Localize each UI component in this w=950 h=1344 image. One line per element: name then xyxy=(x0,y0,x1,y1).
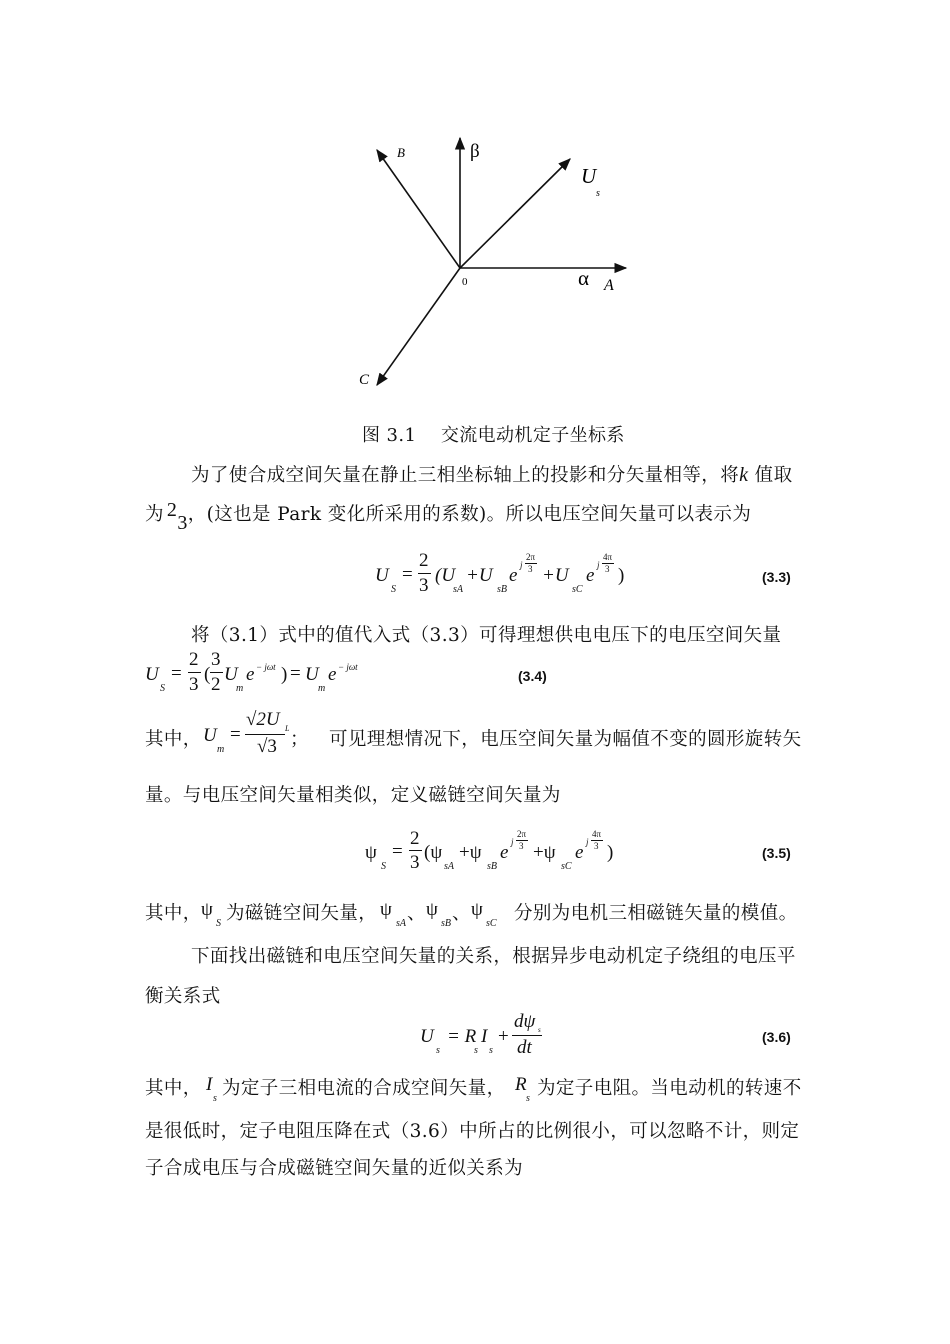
eq36-number: (3.6) xyxy=(762,1029,791,1045)
eq35-den: 3 xyxy=(410,852,420,873)
para3-tail: 可见理想情况下，电压空间矢量为幅值不变的圆形旋转矢 xyxy=(329,729,802,750)
para5-line1: 下面找出磁链和电压空间矢量的关系，根据异步电动机定子绕组的电压平 xyxy=(191,946,796,967)
eq33-p1d: 3 xyxy=(528,564,533,574)
eq34-den: 3 xyxy=(189,674,199,695)
para4-S: S xyxy=(216,918,221,929)
eq33-U: U xyxy=(375,565,389,586)
para4-psiB: ψ xyxy=(426,899,438,920)
eq34-exp: − jωt xyxy=(256,662,276,672)
k-symbol: k xyxy=(739,464,749,486)
para4-sA: sA xyxy=(396,918,406,929)
para3-semi: ； xyxy=(290,729,309,750)
para6-mid: 为定子三相电流的合成空间矢量， xyxy=(222,1078,506,1099)
para4-pre: 其中， xyxy=(145,903,202,924)
para6-I: I xyxy=(206,1074,213,1095)
para6-line2: 是很低时，定子电阻压降在式（3.6）中所占的比例很小，可以忽略不计，则定 xyxy=(145,1121,800,1142)
eq36-s: s xyxy=(436,1045,440,1056)
eq35-sB: sB xyxy=(487,861,497,872)
para6-pre: 其中， xyxy=(145,1078,202,1099)
eq34-eq: = xyxy=(171,663,182,684)
eq34-eq2: = xyxy=(290,663,301,684)
eq34-lp: ( xyxy=(204,664,211,685)
para3-numsub: L xyxy=(285,724,290,733)
eq35-lp: (ψ xyxy=(424,842,443,863)
para4-sep1: 、 xyxy=(407,903,426,924)
us-label: U xyxy=(581,164,597,188)
eq33-plus1: +U xyxy=(466,565,493,586)
eq33-p1n: 2π xyxy=(526,552,536,562)
eq34-bar2 xyxy=(210,672,223,673)
eq33-e2: e xyxy=(586,565,595,586)
eq35-e2: e xyxy=(575,842,584,863)
eq33-j1: j xyxy=(520,560,523,570)
eq35-p1d: 3 xyxy=(519,841,524,851)
eq33-rp: ) xyxy=(618,565,625,586)
para4-psi: ψ xyxy=(201,899,213,920)
eq35-sC: sC xyxy=(561,861,572,872)
eq33-eq: = xyxy=(402,564,413,585)
alpha-label: α xyxy=(578,266,590,290)
para5-line2: 衡关系式 xyxy=(145,986,221,1007)
para3-pre: 其中， xyxy=(145,729,202,750)
eq36-s2: s xyxy=(474,1045,478,1056)
para3-bar xyxy=(245,734,285,735)
para4-sep2: 、 xyxy=(452,903,471,924)
eq36-num: dψ xyxy=(514,1011,536,1032)
stator-coordinate-diagram xyxy=(0,0,950,420)
eq34-m2: m xyxy=(318,683,326,694)
eq35-num: 2 xyxy=(410,828,420,849)
eq35-psi: ψ xyxy=(365,842,377,863)
eq35-j2: j xyxy=(586,837,589,847)
eq33-den: 3 xyxy=(419,575,429,596)
para3-den: √3 xyxy=(257,736,277,757)
eq34-Um2: U xyxy=(305,664,319,685)
eq33-e1: e xyxy=(509,565,518,586)
para3-Um: U xyxy=(203,725,217,746)
eq34-m: m xyxy=(236,683,244,694)
eq36-s3: s xyxy=(489,1045,493,1056)
para1-text-b: 值取 xyxy=(748,465,793,486)
eq36-U: U xyxy=(420,1026,434,1047)
eq35-S: S xyxy=(381,861,386,872)
fraction-two: 2 xyxy=(166,499,178,521)
eq34-S: S xyxy=(160,683,165,694)
eq33-p2n: 4π xyxy=(603,552,613,562)
eq35-p2d: 3 xyxy=(594,841,599,851)
b-label: B xyxy=(397,145,405,160)
figure-caption: 图 3.1 交流电动机定子坐标系 xyxy=(362,425,625,446)
para3-line2: 量。与电压空间矢量相类似，定义磁链空间矢量为 xyxy=(145,785,561,806)
eq34-e: e xyxy=(246,664,255,685)
para4-sC: sC xyxy=(486,918,497,929)
eq35-rp: ) xyxy=(607,842,614,863)
para4-psiA: ψ xyxy=(380,899,392,920)
eq33-plus2: +U xyxy=(542,565,569,586)
para6-R: R xyxy=(515,1074,527,1095)
para6-line3: 子合成电压与合成磁链空间矢量的近似关系为 xyxy=(145,1158,524,1179)
us-sub-label: s xyxy=(596,188,600,199)
para6-s: s xyxy=(213,1093,217,1104)
para4-psiC: ψ xyxy=(471,899,483,920)
eq34-Um: U xyxy=(224,664,238,685)
eq35-j1: j xyxy=(511,837,514,847)
eq33-number: (3.3) xyxy=(762,569,791,585)
equation-3-6 xyxy=(0,1012,950,1062)
eq34-U: U xyxy=(145,664,159,685)
para4-line xyxy=(0,890,950,930)
us-vector xyxy=(460,159,570,268)
eq36-bar xyxy=(512,1035,542,1036)
equation-3-3 xyxy=(0,550,950,600)
eq36-den: dt xyxy=(517,1037,532,1058)
eq33-j2: j xyxy=(597,560,600,570)
eq34-den2: 2 xyxy=(211,674,221,695)
eq36-plus: + xyxy=(498,1026,509,1047)
para6-line1 xyxy=(0,1066,950,1106)
eq36-eq: = R xyxy=(447,1026,477,1047)
beta-label: β xyxy=(470,141,480,162)
eq35-plus2: +ψ xyxy=(533,842,556,863)
para3-eq: = xyxy=(230,724,241,745)
c-axis xyxy=(377,268,460,385)
eq33-sB: sB xyxy=(497,584,507,595)
para1-text-a: 为了使合成空间矢量在静止三相坐标轴上的投影和分矢量相等，将 xyxy=(191,465,740,486)
eq34-num2: 3 xyxy=(211,649,221,670)
eq33-sC: sC xyxy=(572,584,583,595)
para6-s2: s xyxy=(526,1093,530,1104)
eq33-S: S xyxy=(391,584,396,595)
para4-tail: 分别为电机三相磁链矢量的模值。 xyxy=(514,903,798,924)
eq35-eq: = xyxy=(392,841,403,862)
eq34-number: (3.4) xyxy=(518,668,547,684)
eq34-exp2: − jωt xyxy=(338,662,358,672)
equation-3-4 xyxy=(0,648,950,703)
para2-line: 将（3.1）式中的值代入式（3.3）可得理想供电电压下的电压空间矢量 xyxy=(191,625,782,646)
eq33-p2d: 3 xyxy=(605,564,610,574)
eq35-plus1: +ψ xyxy=(459,842,482,863)
origin-label: 0 xyxy=(462,276,468,288)
eq33-lp: (U xyxy=(435,565,456,586)
para1-text-d: ，(这也是 Park 变化所采用的系数)。所以电压空间矢量可以表示为 xyxy=(187,504,752,525)
para3-m: m xyxy=(217,744,225,755)
eq34-num: 2 xyxy=(189,649,199,670)
equation-3-5 xyxy=(0,828,950,878)
para3-num: √2U xyxy=(246,709,280,730)
eq33-num: 2 xyxy=(419,550,429,571)
eq33-bar xyxy=(418,573,431,574)
para1-text-c: 为 xyxy=(145,504,164,525)
para3-line1 xyxy=(0,708,950,768)
eq35-sA: sA xyxy=(444,861,454,872)
c-label: C xyxy=(359,372,370,388)
para4-mid: 为磁链空间矢量， xyxy=(226,903,378,924)
fraction-three: 3 xyxy=(177,512,188,534)
eq35-p2n: 4π xyxy=(592,829,602,839)
eq35-e1: e xyxy=(500,842,509,863)
para6-tail: 为定子电阻。当电动机的转速不 xyxy=(537,1078,802,1099)
eq36-numsub: s xyxy=(538,1026,541,1034)
para1-line1 xyxy=(191,461,792,487)
b-axis xyxy=(377,150,460,268)
para4-sB: sB xyxy=(441,918,451,929)
eq34-e2: e xyxy=(328,664,337,685)
eq35-bar xyxy=(409,850,422,851)
eq34-bar xyxy=(188,672,201,673)
eq35-p1n: 2π xyxy=(517,829,527,839)
eq35-number: (3.5) xyxy=(762,845,791,861)
eq34-rp: ) xyxy=(281,664,288,685)
a-label: A xyxy=(604,277,614,294)
para1-line2 xyxy=(145,499,752,534)
eq33-sA: sA xyxy=(453,584,463,595)
eq36-I: I xyxy=(481,1026,488,1047)
